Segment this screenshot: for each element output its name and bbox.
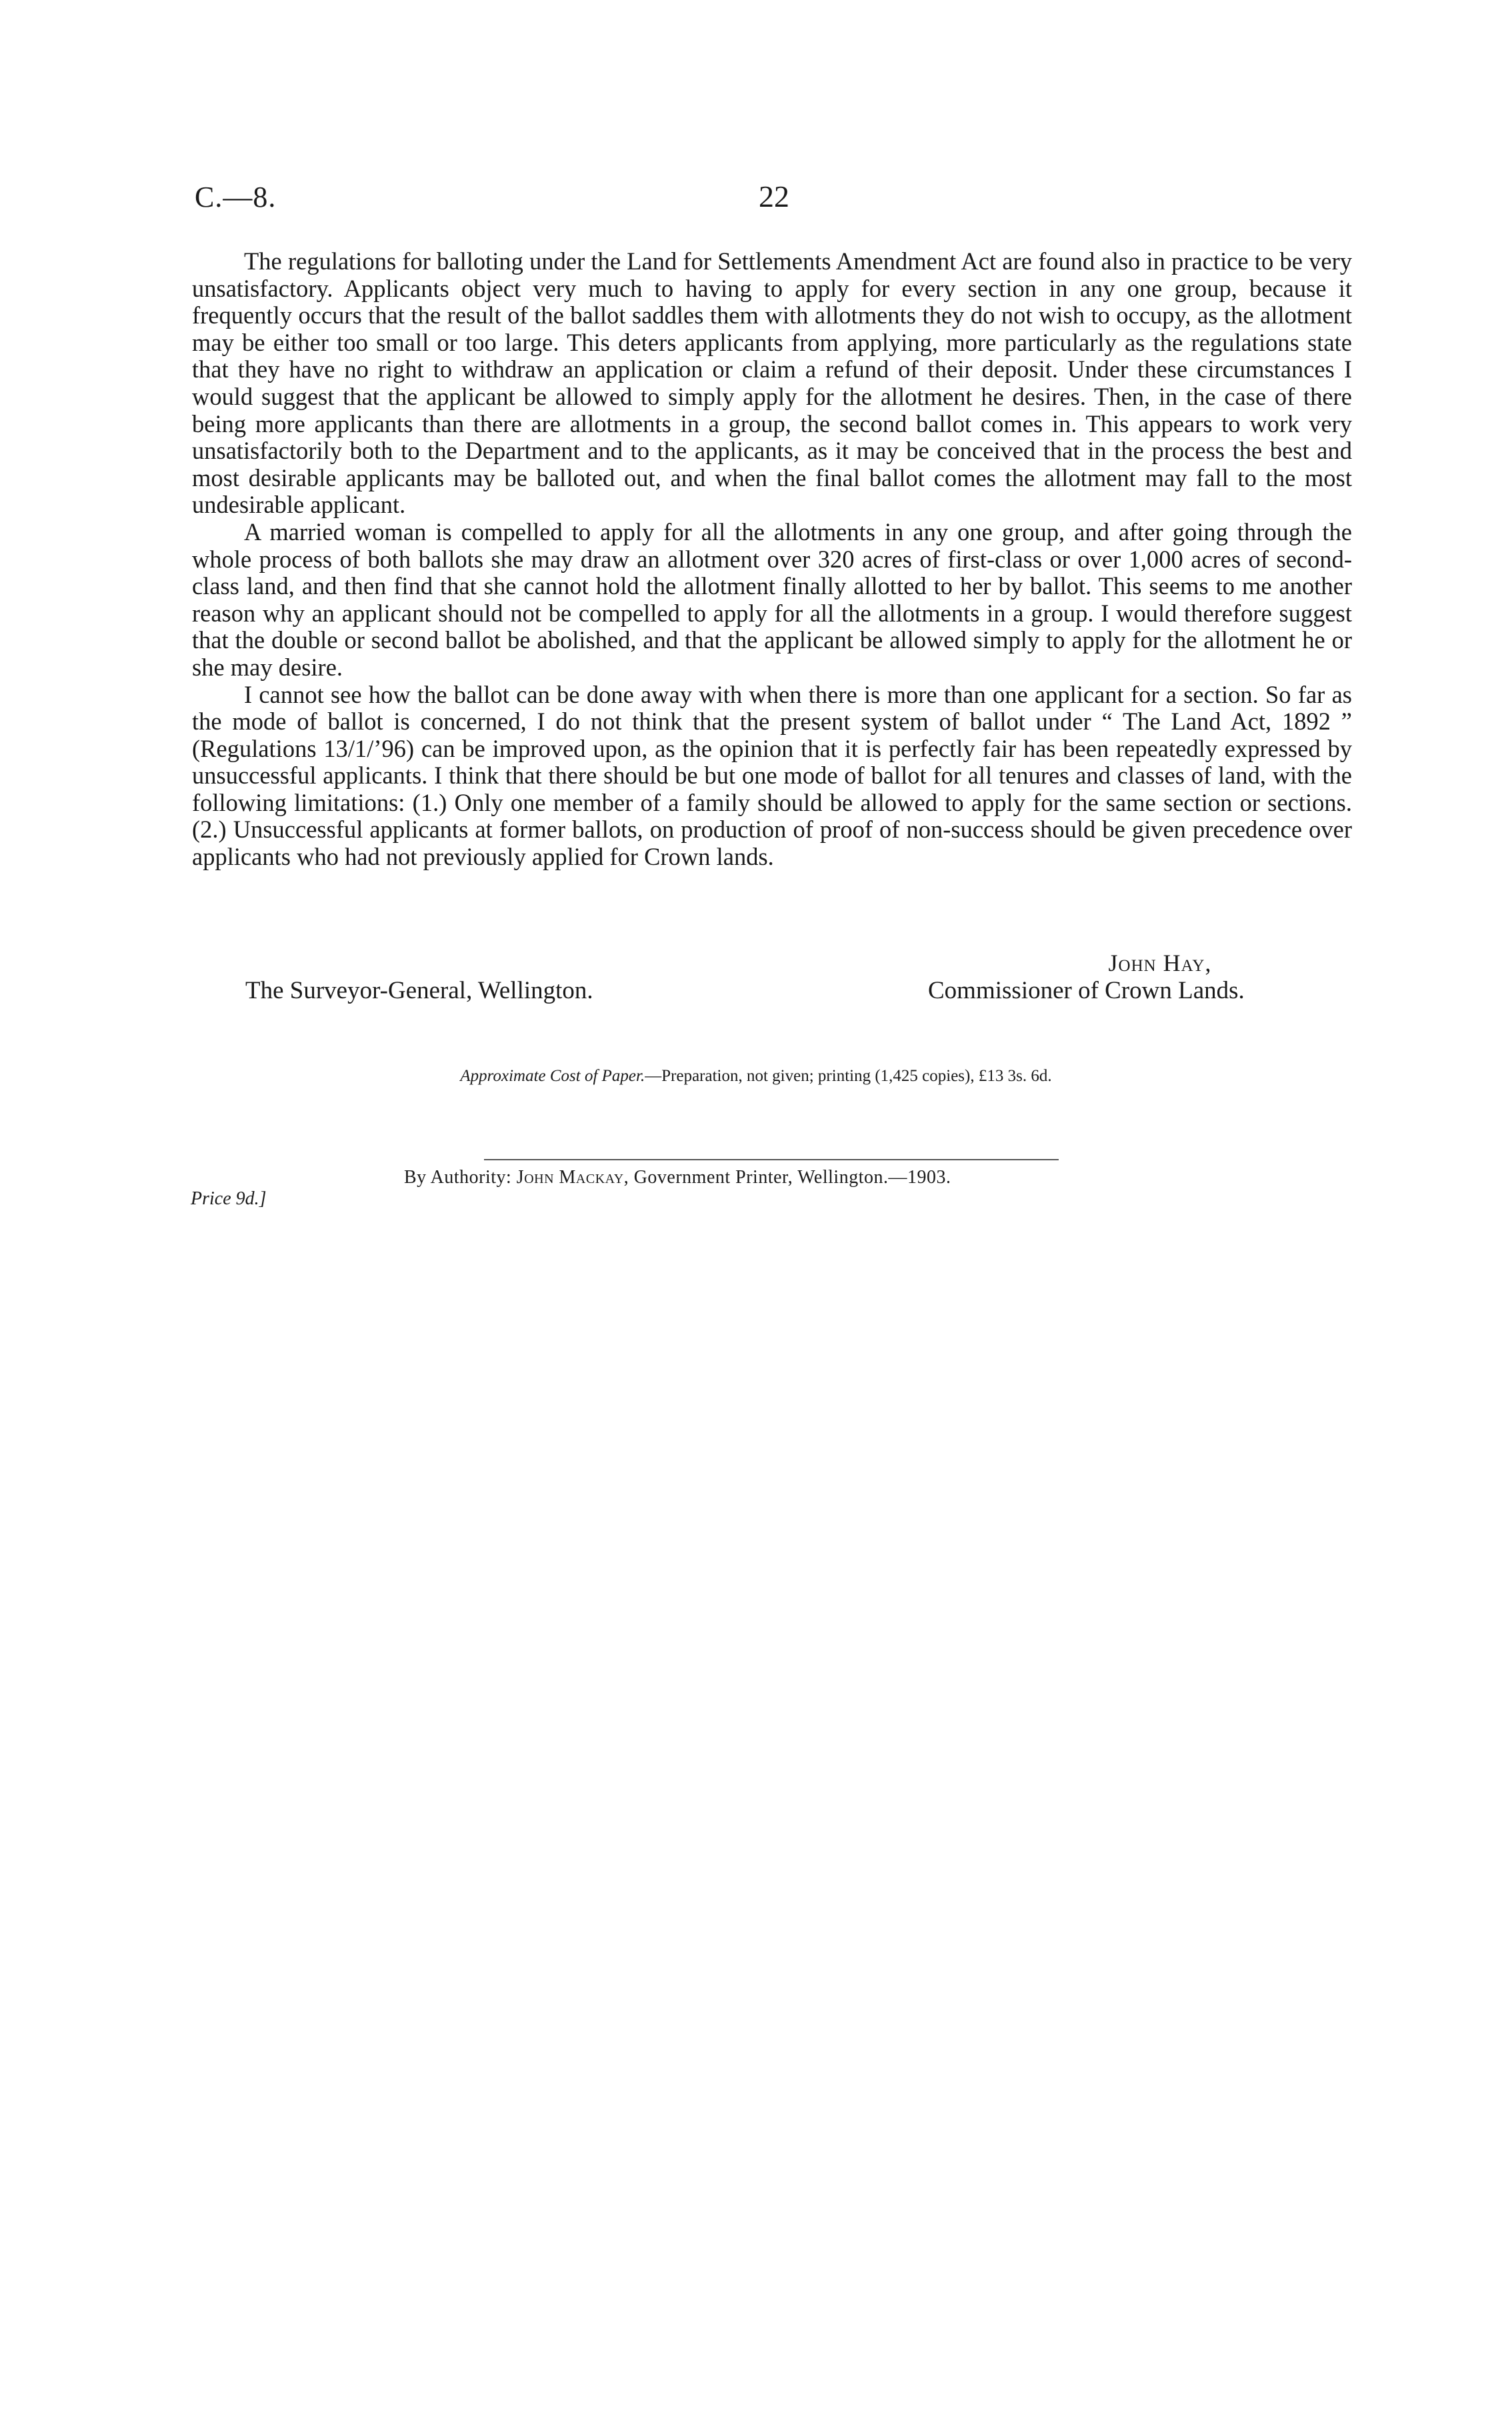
document-reference: C.—8. [195,181,277,213]
authority-suffix: , Government Printer, Wellington.—1903. [623,1167,951,1188]
cost-of-paper-note [0,1066,1512,1087]
paragraph-ballot-regulations: The regulations for balloting under the Land for Settlements Amendment Act are found also in practice to be very unsatisfactory. Applicants object very much to having to apply for every section in any one group, because it frequently occurs that the result of the ballot saddles them with allotments they do not wish to occupy, as the allotment may be either too small or too large. This deters applicants from applying, more particularly as the regulations state that they have no right to withdraw an application or claim a refund of their deposit. Under these circumstances I would suggest that the applicant be allowed to simply apply for the allotment he desires. Then, in the case of there being more applicants than there are allotments in a group, the second ballot comes in. This appears to work very unsatisfactorily both to the Department and to the applicants, as it may be conceived that in the process the best and most desirable applicants may be balloted out, and when the final ballot comes the allotment may fall to the most undesirable applicant. [192,247,1352,519]
authority-prefix: By Authority: [404,1167,517,1188]
paragraph-married-woman: A married woman is compelled to apply for all the allotments in any one group, and after going through the whole process of both ballots she may draw an allotment over 320 acres of first-class or over 1,000 acres of second-class land, and then find that she cannot hold the allotment finally allotted to her by ballot. This seems to me another reason why an applicant should not be compelled to apply for all the allotments in a group. I would therefore suggest that the double or second ballot be abolished, and that the applicant be allowed simply to apply for the allotment he or she may desire. [192,517,1352,681]
paragraph-ballot-mode: I cannot see how the ballot can be done away with when there is more than one applicant for a section. So far as the mode of ballot is concerned, I do not think that the present system of ballot under “ The Land Act, 1892 ” (Regulations 13/1/’96) can be improved upon, as the opinion that it is perfectly fair has been repeatedly expressed by unsuccessful applicants. I think that there should be but one mode of ballot for all tenures and classes of land, with the following limitations: (1.) Only one member of a family should be allowed to apply for the same section or sections. (2.) Unsuccessful applicants at former ballots, on production of proof of non-success should be given precedence over applicants who had not previously applied for Crown lands. [192,680,1352,871]
footer-divider [484,1159,1059,1160]
addressee: The Surveyor-General, Wellington. [245,977,593,1004]
price-note: Price 9d.] [191,1188,267,1209]
signatory-title: Commissioner of Crown Lands. [928,977,1245,1004]
printer-authority [404,1166,951,1190]
printer-name: John Mackay [516,1167,624,1188]
letter-body [192,248,1352,871]
cost-label: Approximate Cost of Paper. [460,1067,645,1085]
page-number: 22 [759,179,789,213]
cost-details: —Preparation, not given; printing (1,425 copies), £13 3s. 6d. [645,1067,1052,1085]
signatory-name: John Hay, [1108,950,1212,976]
